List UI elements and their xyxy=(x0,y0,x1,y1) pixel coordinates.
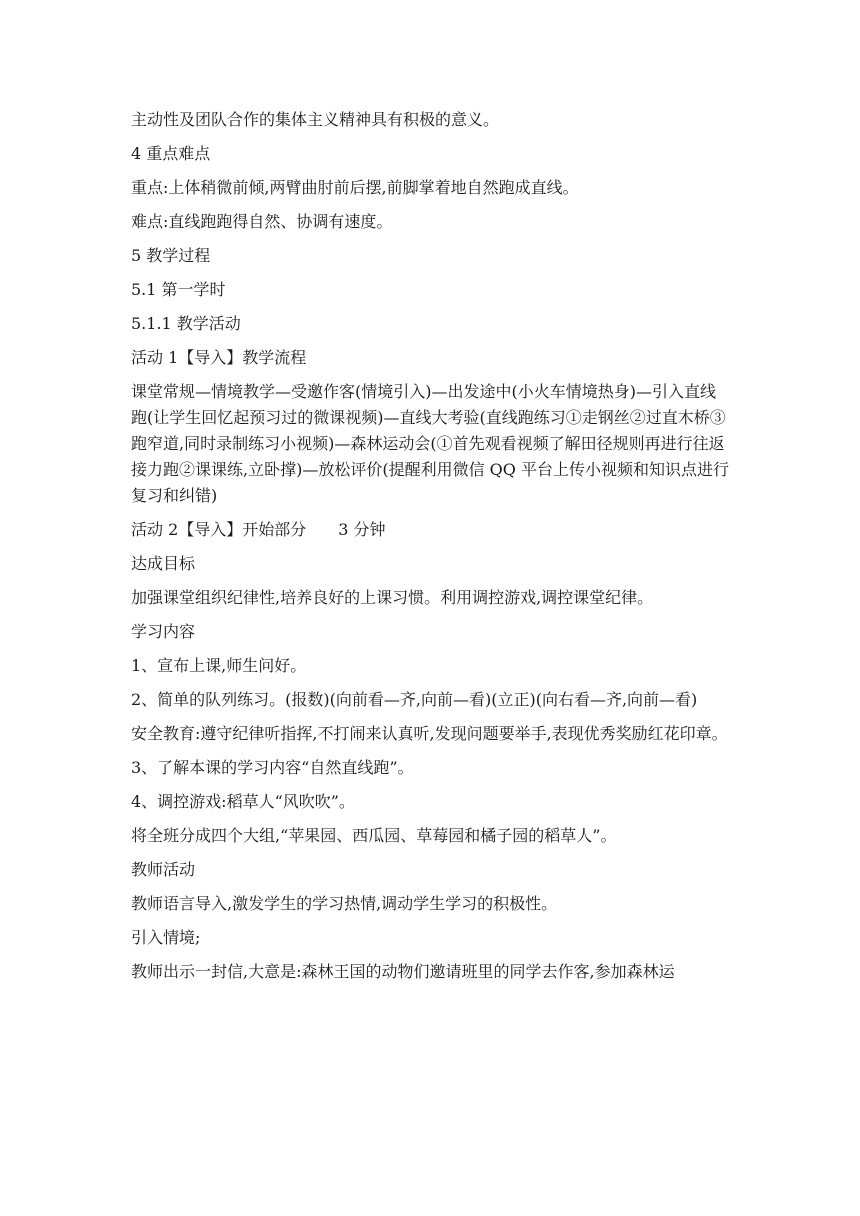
paragraph-line: 加强课堂组织纪律性,培养良好的上课习惯。利用调控游戏,调控课堂纪律。 xyxy=(131,588,654,607)
paragraph-line: 教师出示一封信,大意是:森林王国的动物们邀请班里的同学去作客,参加森林运 xyxy=(131,962,675,981)
subsection-heading: 5.1 第一学时 xyxy=(131,280,226,299)
list-item: 2、简单的队列练习。(报数)(向前看—齐,向前—看)(立正)(向右看—齐,向前—看) xyxy=(131,690,698,709)
list-item: 1、宣布上课,师生问好。 xyxy=(131,656,307,675)
paragraph-line: 教师语言导入,激发学生的学习热情,调动学生学习的积极性。 xyxy=(131,894,558,913)
list-item: 4、调控游戏:稻草人“风吹吹”。 xyxy=(131,792,355,811)
section-heading: 4 重点难点 xyxy=(131,144,211,163)
paragraph-line: 引入情境; xyxy=(131,928,201,947)
list-item: 3、了解本课的学习内容“自然直线跑”。 xyxy=(131,758,414,777)
label-line: 达成目标 xyxy=(131,554,196,573)
paragraph-line: 主动性及团队合作的集体主义精神具有积极的意义。 xyxy=(131,110,500,129)
paragraph-line: 难点:直线跑跑得自然、协调有速度。 xyxy=(131,212,393,231)
label-line: 学习内容 xyxy=(131,622,196,641)
paragraph-line: 将全班分成四个大组,“苹果园、西瓜园、草莓园和橘子园的稻草人”。 xyxy=(131,826,617,845)
paragraph-block: 安全教育:遵守纪律听指挥,不打闹来认真听,发现问题要举手,表现优秀奖励红花印章。 xyxy=(131,724,728,743)
paragraph-block: 课堂常规—情境教学—受邀作客(情境引入)—出发途中(小火车情境热身)—引入直线跑(让学生回忆起预习过的微课视频)—直线大考验(直线跑练习①走钢丝②过直木桥③跑窄道,同时录制练习小视频)—森林运动会(①首先观看视频了解田径规则再进行往返接力跑②课课练,立卧撑)—放松评价(提醒利用微信 QQ 平台上传小视频和知识点进行复习和纠错) xyxy=(131,382,729,505)
document-body xyxy=(131,103,731,989)
label-line: 教师活动 xyxy=(131,860,196,879)
section-heading: 5 教学过程 xyxy=(131,246,211,265)
subsection-heading: 5.1.1 教学活动 xyxy=(131,314,241,333)
paragraph-line: 重点:上体稍微前倾,两臂曲肘前后摆,前脚掌着地自然跑成直线。 xyxy=(131,178,579,197)
activity-heading: 活动 1【导入】教学流程 xyxy=(131,348,307,367)
activity-heading: 活动 2【导入】开始部分 3 分钟 xyxy=(131,520,386,539)
